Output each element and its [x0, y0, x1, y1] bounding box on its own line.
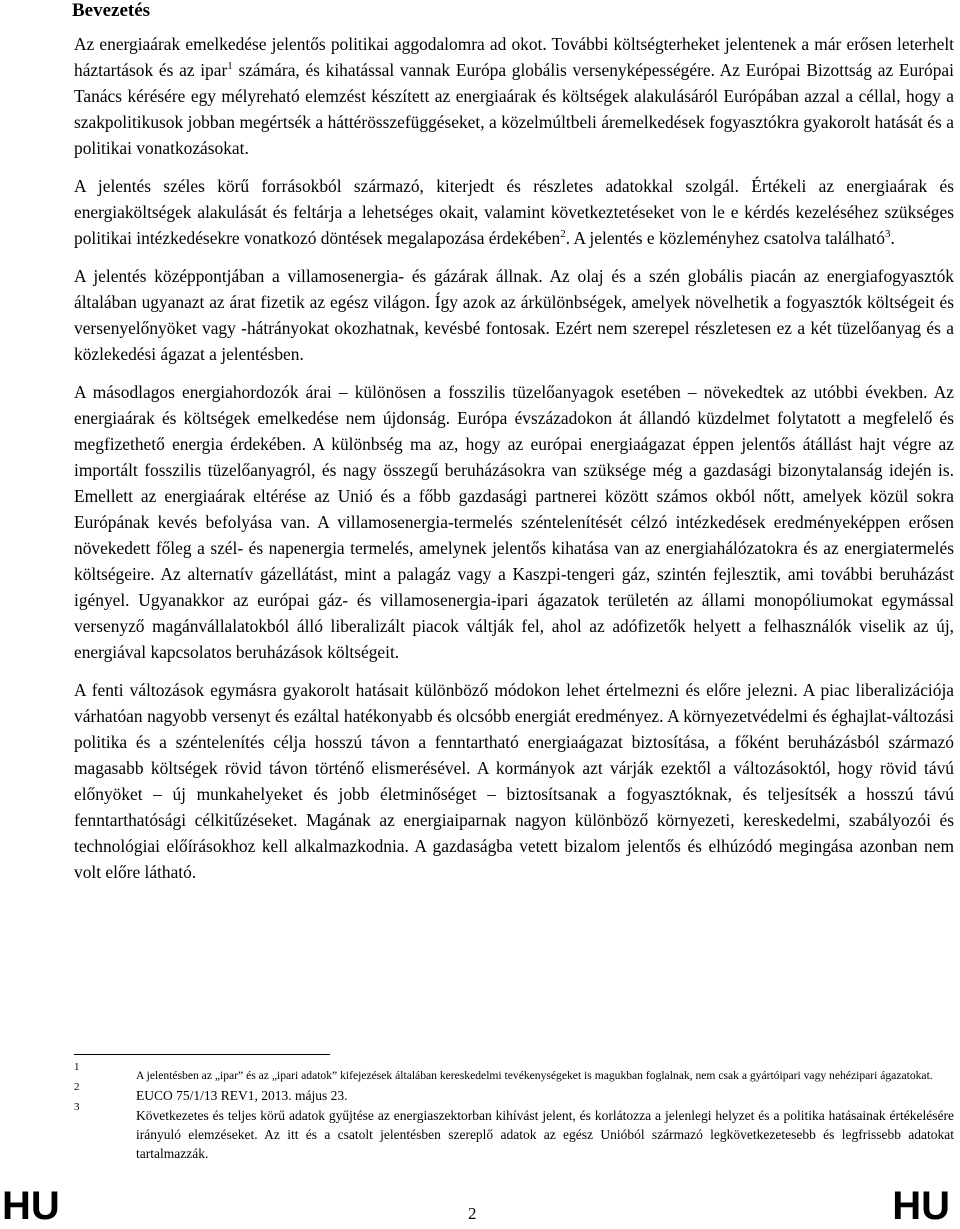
footer-language-code-right: HU	[892, 1184, 950, 1228]
footnote-text: Következetes és teljes körű adatok gyűjtése az energiaszektorban kihívást jelent, és korlátozza a jelenlegi helyzet és a politika hatásainak értékelésére irányuló elemzéseket. Az itt és a csatolt jelentésben szereplő adatok az egész Unióból származó legkövetkezetesebb és legfrissebb adatokat tartalmazzák.	[136, 1108, 954, 1161]
paragraph-text: A jelentés széles körű forrásokból származó, kiterjedt és részletes adatokkal szolgál. Értékeli az energiaárak és energiaköltségek alakulását és feltárja a lehetséges okait, valamint következtetéseket von le e kérdés kezeléséhez szükséges politikai intézkedésekre vonatkozó döntések megalapozása érdekében	[74, 176, 954, 248]
footnote-ref-1[interactable]: 1	[227, 60, 233, 73]
footnote-ref-3[interactable]: 3	[884, 228, 891, 241]
footnote-1	[74, 1061, 954, 1085]
section-heading: Bevezetés	[72, 0, 151, 21]
paragraph-4: A másodlagos energiahordozók árai – különösen a fosszilis tüzelőanyagok esetében – növekedtek az utóbbi években. Az energiaárak és költségek emelkedése nem újdonság. Európa évszázadokon át állandó küzdelmet folytatott a megfelelő és megfizethető energia érdekében. A különbség ma az, hogy az európai energiaágazat éppen jelentős átállást hajt végre az importált fosszilis tüzelőanyagról, és nagy összegű beruházásokra van szüksége még a gazdasági bizonytalanság idején is. Emellett az energiaárak eltérése az Unió és a főbb gazdasági partnerei között számos okból nőtt, amelyek közül sokra Európának kevés befolyása van. A villamosenergia-termelés széntelenítését célzó intézkedések eredményeképpen erősen növekedett főleg a szél- és napenergia termelés, amelynek jelentős kihatása van az energiahálózatokra és az energiatermelés költségeire. Az alternatív gázellátást, mint a palagáz vagy a Kaszpi-tengeri gáz, szintén fejlesztik, ami további beruházást igényel. Ugyanakkor az európai gáz- és villamosenergia-ipari ágazatok területén az állami monopóliumokat egymással versenyző magánvállalatokból álló liberalizált piacok váltják fel, ahol az adófizetők helyett a felhasználók viselik az új, energiával kapcsolatos beruházások költségeit.	[74, 382, 954, 662]
document-body	[74, 0, 954, 885]
footnotes	[74, 1061, 954, 1164]
footnote-2	[74, 1081, 954, 1105]
footnote-number: 3	[74, 1101, 80, 1113]
paragraph-text: számára, és kihatással vannak Európa globális versenyképességére. Az Európai Bizottság az Európai Tanács kérésére egy mélyreható elemzést készített az energiaárak és költségek alakulásáról Európában azzal a céllal, hogy a szakpolitikusok jobban megértsék a háttérösszefüggéseket, a közelmúltbeli áremelkedések fogyasztókra gyakorolt hatását és a politikai vonatkozásokat.	[74, 60, 954, 158]
paragraph-text: Az energiaárak emelkedése jelentős politikai aggodalomra ad okot. További költségterheket jelentenek a már erősen leterhelt háztartások és az ipar	[74, 34, 954, 80]
paragraph-3: A jelentés középpontjában a villamosenergia- és gázárak állnak. Az olaj és a szén globális piacán az energiafogyasztók általában ugyanazt az árat fizetik az egész világon. Így azok az árkülönbségek, amelyek növelhetik a fogyasztók költségeit és versenyelőnyöket vagy -hátrányokat okozhatnak, kevésbé fontosak. Ezért nem szerepel részletesen ez a két tüzelőanyag és a közlekedési ágazat a jelentésben.	[74, 266, 954, 364]
footnote-ref-2[interactable]: 2	[560, 228, 566, 241]
paragraph-5: A fenti változások egymásra gyakorolt hatásait különböző módokon lehet értelmezni és előre jelezni. A piac liberalizációja várhatóan nagyobb versenyt és ezáltal hatékonyabb és olcsóbb energiát eredményez. A környezetvédelmi és éghajlat-változási politika és a széntelenítés célja hosszú távon a fenntartható energiaágazat biztosítása, a főként beruházásból származó magasabb költségek rövid távon történő elismerésével. A kormányok azt várják ezektől a változásoktól, hogy rövid távú előnyöket – új munkahelyeket és jobb életminőséget – biztosítsanak a fogyasztóknak, és teljesítsék a hosszú távú fenntarthatósági célkitűzéseket. Magának az energiaiparnak nagyon különböző környezeti, kereskedelmi, szabályozói és technológiai előírásokhoz kell alkalmazkodnia. A gazdaságba vetett bizalom jelentős és elhúzódó megingása azonban nem volt előre látható.	[74, 680, 954, 882]
footnote-3	[74, 1101, 954, 1163]
paragraph-2	[74, 173, 954, 251]
paragraph-text: . A jelentés e közleményhez csatolva található	[565, 228, 885, 248]
footnote-number: 2	[74, 1081, 80, 1093]
footer-language-code-left: HU	[2, 1184, 60, 1228]
paragraph-1	[74, 31, 954, 161]
page-number: 2	[468, 1204, 477, 1223]
footnote-separator	[74, 1054, 330, 1055]
footnote-text: A jelentésben az „ipar” és az „ipari adatok” kifejezések általában kereskedelmi tevékenységeket is magukban foglalnak, nem csak a gyártóipari vagy nehézipari ágazatokat.	[136, 1069, 933, 1082]
footnote-number: 1	[74, 1061, 80, 1073]
paragraph-text: .	[890, 228, 895, 248]
footnote-text: EUCO 75/1/13 REV1, 2013. május 23.	[136, 1088, 348, 1103]
